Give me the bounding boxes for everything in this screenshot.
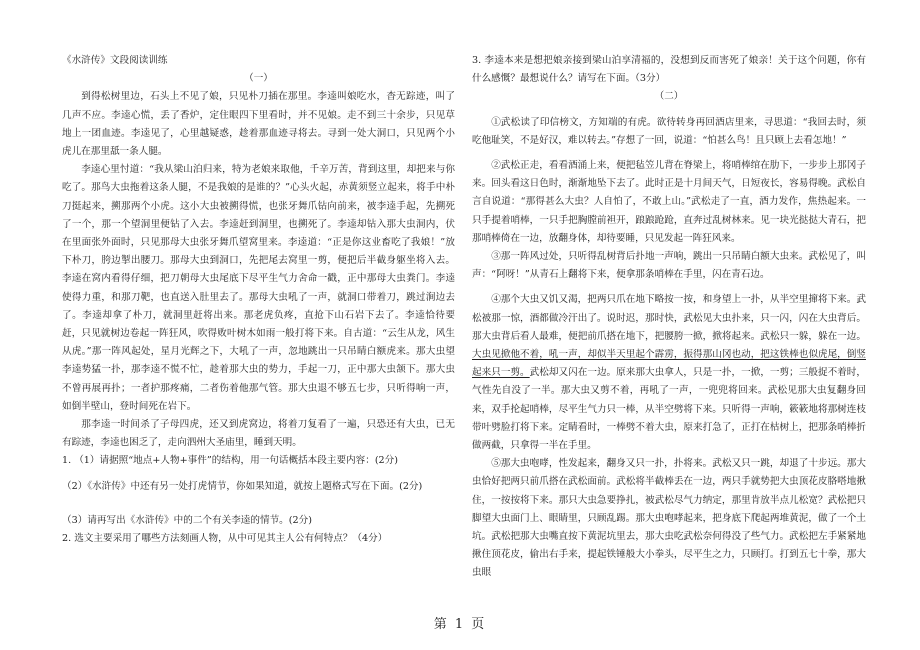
passage-1-paragraph-2: 李逵心里忖道：“我从梁山泊归来，特为老娘来取他，千辛万苦，背到这里，却把来与你吃了。那鸟大虫拖着这条人腿，不是我娘的是谁的？”心头火起，赤黄须竖立起来，将手中朴刀挺起来，搠那两个小虎。这小大虫被搠得慌，也张牙舞爪钻向前来，被李逵手起，先搠死了一个，那一个望洞里便钻了入去。李逵赶到洞里，也搠死了。李逵却钻入那大虫洞内，伏在里面张外面时，只见那母大虫张牙舞爪望窝里来。李逵道：“正是你这业畜吃了我娘！”放下朴刀，胯边掣出腰刀。那母大虫到洞口，先把尾去窝里一剪，便把后半截身躯坐将入去。李逵在窝内看得仔细，把刀朝母大虫尾底下尽平生气力舍命一戳，正中那母大虫粪门。李逵使得力重，和那刀靶，也直送入肚里去了。那母大虫吼了一声，就洞口带着刀，跳过涧边去了。李逵却拿了朴刀，就洞里赶将出来。那老虎负疼，直抢下山石岩下去了。李逵恰待要赶，只见就树边卷起一阵狂风，吹得败叶树木如雨一般打将下来。自古道：“云生从龙，风生从虎。”那一阵风起处，星月光辉之下，大吼了一声，忽地跳出一只吊睛白额虎来。那大虫望李逵势猛一扑，那李逵不慌不忙，趁着那大虫的势力，手起一刀，正中那大虫颔下。那大虫不曾再展再扑；一者护那疼痛，二者伤着他那气管。那大虫退不够五七步，只听得响一声，如倒半壁山，登时间死在岩下。 bbox=[62, 164, 455, 412]
question-3: 3. 李逵本来是想把娘亲接到梁山泊享清福的，没想到反而害死了娘亲！关于这个问题，你有什么感慨？最想说什么？请写在下面。（3分） bbox=[472, 55, 866, 85]
passage-2-paragraph-5: ⑤那大虫咆哮，性发起来，翻身又只一扑，扑将来。武松又只一跳，却退了十步远。那大虫恰好把两只前爪搭在武松面前。武松将半截棒丢在一边，两只手就势把大虫顶花皮胳嗒地揪住，一按按将下来。那只大虫急要挣扎，被武松尽气力纳定，那里肯放半点儿松宽？武松把只脚望大虫面门上、眼睛里，只顾乱踢。那大虫咆哮起来，把身底下爬起两堆黄泥，做了一个土坑。武松把那大虫嘴直按下黄泥坑里去，那大虫吃武松奈何得没了些气力。武松把左手紧紧地揪住顶花皮，偷出右手来，提起铁锤般大小拳头，尽平生之力，只顾打。打到五七十拳，那大虫眼 bbox=[472, 458, 866, 579]
spacer bbox=[472, 284, 866, 291]
question-1-1: 1. （1）请据照“地点+人物+事件”的结构，用一句话概括本段主要内容：(2分) bbox=[62, 455, 399, 467]
paragraph-4-text-after: 武松却又闪在一边。原来那大虫拿人，只是一扑，一掀，一剪；三般捉不着时，气性先自没了一半。那大虫又剪不着，再吼了一声，一兜兜将回来。武松见那大虫复翻身回来，双手抡起哨棒，尽平生气力只一棒，从半空劈将下来。只听得一声响，簌簌地将那树连枝带叶劈脸打将下来。定睛看时，一棒劈不着大虫，原来打急了，正打在枯树上，把那条哨棒折做两截，只拿得一半在手里。 bbox=[472, 367, 867, 452]
spacer bbox=[472, 150, 866, 157]
question-2: 2. 选文主要采用了哪些方法刻画人物，从中可见其主人公有何特点？（4分） bbox=[62, 533, 388, 545]
answer-space bbox=[62, 496, 455, 512]
passage-2-paragraph-1: ①武松读了印信榜文，方知端的有虎。欲待转身再回酒店里来，寻思道：“我回去时，须吃他耻笑，不是好汉，难以转去。”存想了一回，说道：“怕甚么鸟！且只顾上去看怎地！” bbox=[472, 116, 866, 146]
question-1-2: （2）《水浒传》中还有另一处打虎情节，你如果知道，就按上题格式写在下面。(2分) bbox=[62, 480, 423, 492]
passage-1-paragraph-1: 到得松树里边，石头上不见了娘，只见朴刀插在那里。李逵叫娘吃水，杳无踪迹，叫了几声不应。李逵心慌，丢了香炉，定住眼四下里看时，并不见娘。走不到三十余步，只见草地上一团血迹。李逵见了，心里越疑惑，趁着那血迹寻将去。寻到一处大洞口，只见两个小虎儿在那里舐一条人腿。 bbox=[62, 91, 455, 158]
question-1-3: （3）请再写出《水浒传》中的二个有关李逵的情节。(2分) bbox=[62, 514, 312, 526]
section-marker-1: （一） bbox=[244, 73, 273, 85]
page-number: 第 1 页 bbox=[433, 617, 487, 632]
paragraph-4-text-before: ④那个大虫又饥又渴，把两只爪在地下略按一按，和身望上一扑，从半空里撺将下来。武松被那一惊，酒都做冷汗出了。说时迟，那时快，武松见大虫扑来，只一闪，闪在大虫背后。那大虫背后看人最难，便把前爪搭在地下，把腰胯一掀，掀将起来。武松只一躲，躲在一边。 bbox=[472, 294, 866, 342]
answer-space bbox=[62, 471, 455, 478]
document-title: 《水浒传》文段阅读训练 bbox=[62, 55, 168, 66]
underlined-sentence: 大虫见掀他不着，吼一声，却似半天里起个霹雳，振得那山冈也动，把这铁棒也似虎尾，倒竖起来只一剪。 bbox=[472, 349, 866, 379]
passage-1-paragraph-3: 那李逵一时间杀了子母四虎，还又到虎窝边，将着刀复看了一遍，只恐还有大虫，已无有踪迹，李逵也困乏了，走向泗州大圣庙里，睡到天明。 bbox=[62, 419, 455, 449]
passage-2-paragraph-2: ②武松正走，看看酒涌上来，便把毡笠儿背在脊梁上，将哨棒绾在肋下，一步步上那冈子来。回头看这日色时，渐渐地坠下去了。此时正是十月间天气，日短夜长，容易得晚。武松自言自说道：“那得甚么大虫？人自怕了，不敢上山。”武松走了一直，酒力发作，焦热起来。一只手提着哨棒，一只手把胸膛前袒开，踉踉跄跄，直奔过乱树林来。见一块光挞挞大青石，把那哨棒倚在一边，放翻身体，却待要睡，只见发起一阵狂风来。 bbox=[472, 160, 866, 244]
spacer bbox=[472, 107, 866, 114]
passage-2-paragraph-3: ③那一阵风过处，只听得乱树背后扑地一声响，跳出一只吊睛白额大虫来。武松见了，叫声：“阿呀！”从青石上翻将下来，便拿那条哨棒在手里，闪在青石边。 bbox=[472, 251, 866, 281]
passage-2-paragraph-4 bbox=[472, 291, 866, 455]
left-column bbox=[62, 52, 455, 548]
right-column bbox=[472, 52, 866, 583]
section-marker-2: （二） bbox=[654, 91, 684, 103]
